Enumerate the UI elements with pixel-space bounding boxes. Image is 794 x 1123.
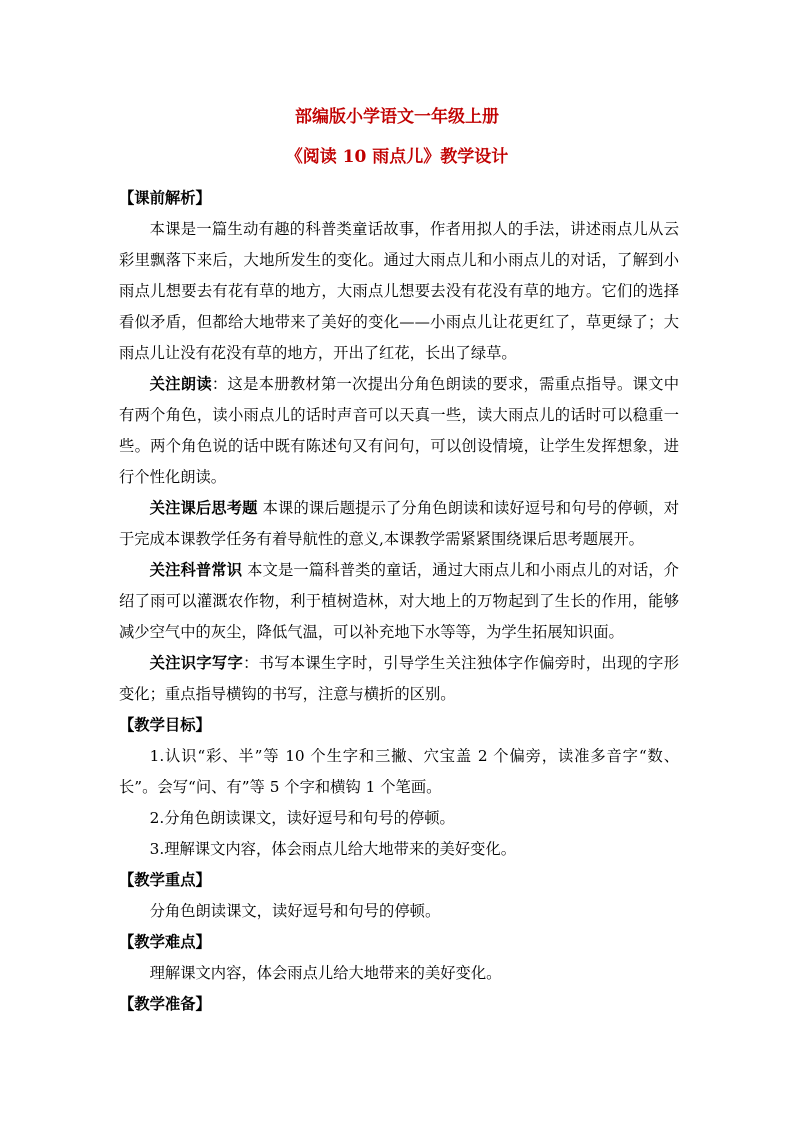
focus-science-text: 本文是一篇科普类的童话，通过大雨点儿和小雨点儿的对话，介绍了雨可以灌溉农作物，利于植树造林，对大地上的万物起到了生长的作用，能够减少空气中的灰尘，降低气温，可以补充地下水等等，为学生拓展知识面。 bbox=[119, 561, 679, 641]
section-heading-key-points: 【教学重点】 bbox=[119, 871, 211, 889]
goal-item: 2.分角色朗读课文，读好逗号和句号的停顿。 bbox=[149, 809, 455, 827]
focus-questions-text: 本课的课后题提示了分角色朗读和读好逗号和句号的停顿，对于完成本课教学任务有着导航性的意义,本课教学需紧紧围绕课后思考题展开。 bbox=[119, 499, 679, 548]
analysis-intro-paragraph: 本课是一篇生动有趣的科普类童话故事，作者用拟人的手法，讲述雨点儿从云彩里飘落下来后，大地所发生的变化。通过大雨点儿和小雨点儿的对话，了解到小雨点儿想要去有花有草的地方，大雨点儿想要去没有花没有草的地方。它们的选择看似矛盾，但都给大地带来了美好的变化——小雨点儿让花更红了，草更绿了；大雨点儿让没有花没有草的地方，开出了红花，长出了绿草。 bbox=[119, 220, 679, 362]
key-points-text: 分角色朗读课文，读好逗号和句号的停顿。 bbox=[149, 902, 441, 920]
focus-questions-paragraph bbox=[119, 493, 679, 555]
document-subtitle: 《阅读 10 雨点儿》教学设计 bbox=[285, 147, 509, 167]
section-heading-goals: 【教学目标】 bbox=[119, 716, 211, 734]
focus-science-label: 关注科普常识 bbox=[149, 561, 243, 579]
section-heading-analysis: 【课前解析】 bbox=[119, 189, 211, 207]
section-heading-difficulties: 【教学难点】 bbox=[119, 933, 211, 951]
focus-writing-paragraph bbox=[119, 648, 679, 710]
document-title: 部编版小学语文一年级上册 bbox=[295, 107, 499, 127]
focus-reading-label: 关注朗读 bbox=[149, 375, 212, 393]
document-body bbox=[119, 183, 679, 1020]
section-heading-preparation: 【教学准备】 bbox=[119, 995, 211, 1013]
focus-questions-label: 关注课后思考题 bbox=[149, 499, 258, 517]
focus-science-paragraph bbox=[119, 555, 679, 648]
focus-reading-paragraph bbox=[119, 369, 679, 493]
focus-writing-label: 关注识字写字 bbox=[149, 654, 244, 672]
difficulties-text: 理解课文内容，体会雨点儿给大地带来的美好变化。 bbox=[149, 964, 502, 982]
focus-writing-text: ：书写本课生字时，引导学生关注独体字作偏旁时，出现的字形变化；重点指导横钩的书写，注意与横折的区别。 bbox=[119, 654, 679, 703]
goal-item: 1.认识“彩、半”等 10 个生字和三撇、穴宝盖 2 个偏旁，读准多音字“数、长”。会写“问、有”等 5 个字和横钩 1 个笔画。 bbox=[119, 747, 679, 796]
goal-item: 3.理解课文内容，体会雨点儿给大地带来的美好变化。 bbox=[149, 840, 517, 858]
focus-reading-text: ：这是本册教材第一次提出分角色朗读的要求，需重点指导。课文中有两个角色，读小雨点儿的话时声音可以天真一些，读大雨点儿的话时可以稳重一些。两个角色说的话中既有陈述句又有问句，可以创设情境，让学生发挥想象，进行个性化朗读。 bbox=[119, 375, 679, 486]
